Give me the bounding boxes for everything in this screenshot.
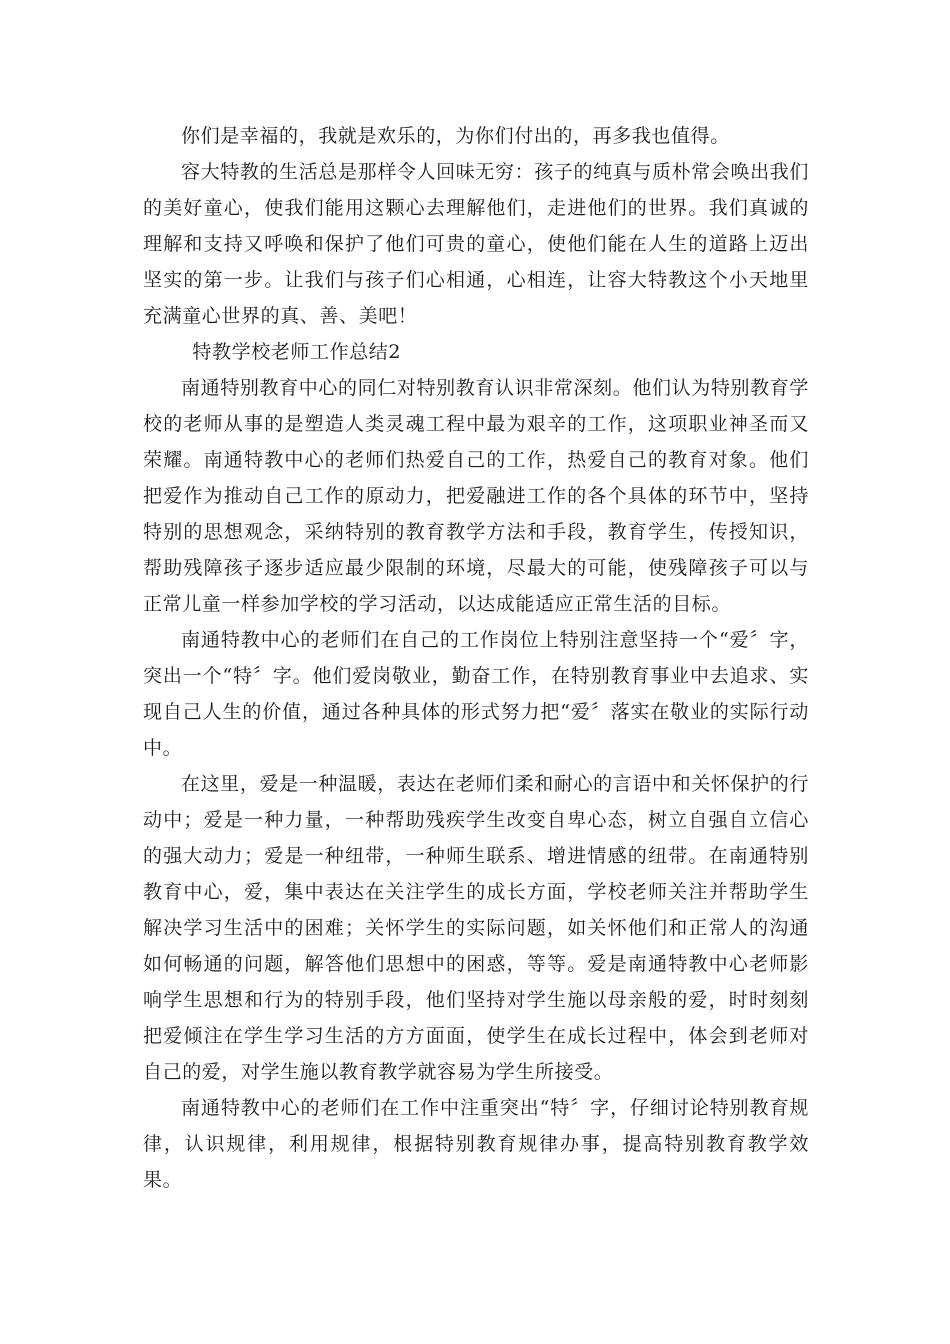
document-body: [143, 118, 809, 1198]
paragraph-4: 南通特教中心的老师们在自己的工作岗位上特别注意坚持一个“爱〞字，突出一个“特〞字。他们爱岗敬业，勤奋工作，在特别教育事业中去追求、实现自己人生的价值，通过各种具体的形式努力把“爱〞落实在敬业的实际行动中。: [143, 629, 809, 759]
paragraph-3: 南通特别教育中心的同仁对特别教育认识非常深刻。他们认为特别教育学校的老师从事的是塑造人类灵魂工程中最为艰辛的工作，这项职业神圣而又荣耀。南通特教中心的老师们热爱自己的工作，热爱自己的教育对象。他们把爱作为推动自己工作的原动力，把爱融进工作的各个具体的环节中，坚持特别的思想观念，采纳特别的教育教学方法和手段，教育学生，传授知识，帮助残障孩子逐步适应最少限制的环境，尽最大的可能，使残障孩子可以与正常儿童一样参加学校的学习活动，以达成能适应正常生活的目标。: [143, 377, 809, 615]
section-heading: 特教学校老师工作总结2: [192, 341, 402, 363]
paragraph-6: 南通特教中心的老师们在工作中注重突出“特〞字，仔细讨论特别教育规律，认识规律，利用规律，根据特别教育规律办事，提高特别教育教学效果。: [143, 1097, 809, 1191]
paragraph-5: 在这里，爱是一种温暖，表达在老师们柔和耐心的言语中和关怀保护的行动中；爱是一种力量，一种帮助残疾学生改变自卑心态，树立自强自立信心的强大动力；爱是一种纽带，一种师生联系、增进情感的纽带。在南通特别教育中心，爱，集中表达在关注学生的成长方面，学校老师关注并帮助学生解决学习生活中的困难；关怀学生的实际问题，如关怀他们和正常人的沟通如何畅通的问题，解答他们思想中的困惑，等等。爱是南通特教中心老师影响学生思想和行为的特别手段，他们坚持对学生施以母亲般的爱，时时刻刻把爱倾注在学生学习生活的方方面面，使学生在成长过程中，体会到老师对自己的爱，对学生施以教育教学就容易为学生所接受。: [143, 773, 809, 1083]
paragraph-1: 你们是幸福的，我就是欢乐的，为你们付出的，再多我也值得。: [181, 125, 730, 147]
paragraph-2: 容大特教的生活总是那样令人回味无穷：孩子的纯真与质朴常会唤出我们的美好童心，使我们能用这颗心去理解他们，走进他们的世界。我们真诚的理解和支持又呼唤和保护了他们可贵的童心，使他们能在人生的道路上迈出坚实的第一步。让我们与孩子们心相通，心相连，让容大特教这个小天地里充满童心世界的真、善、美吧！: [143, 161, 809, 327]
